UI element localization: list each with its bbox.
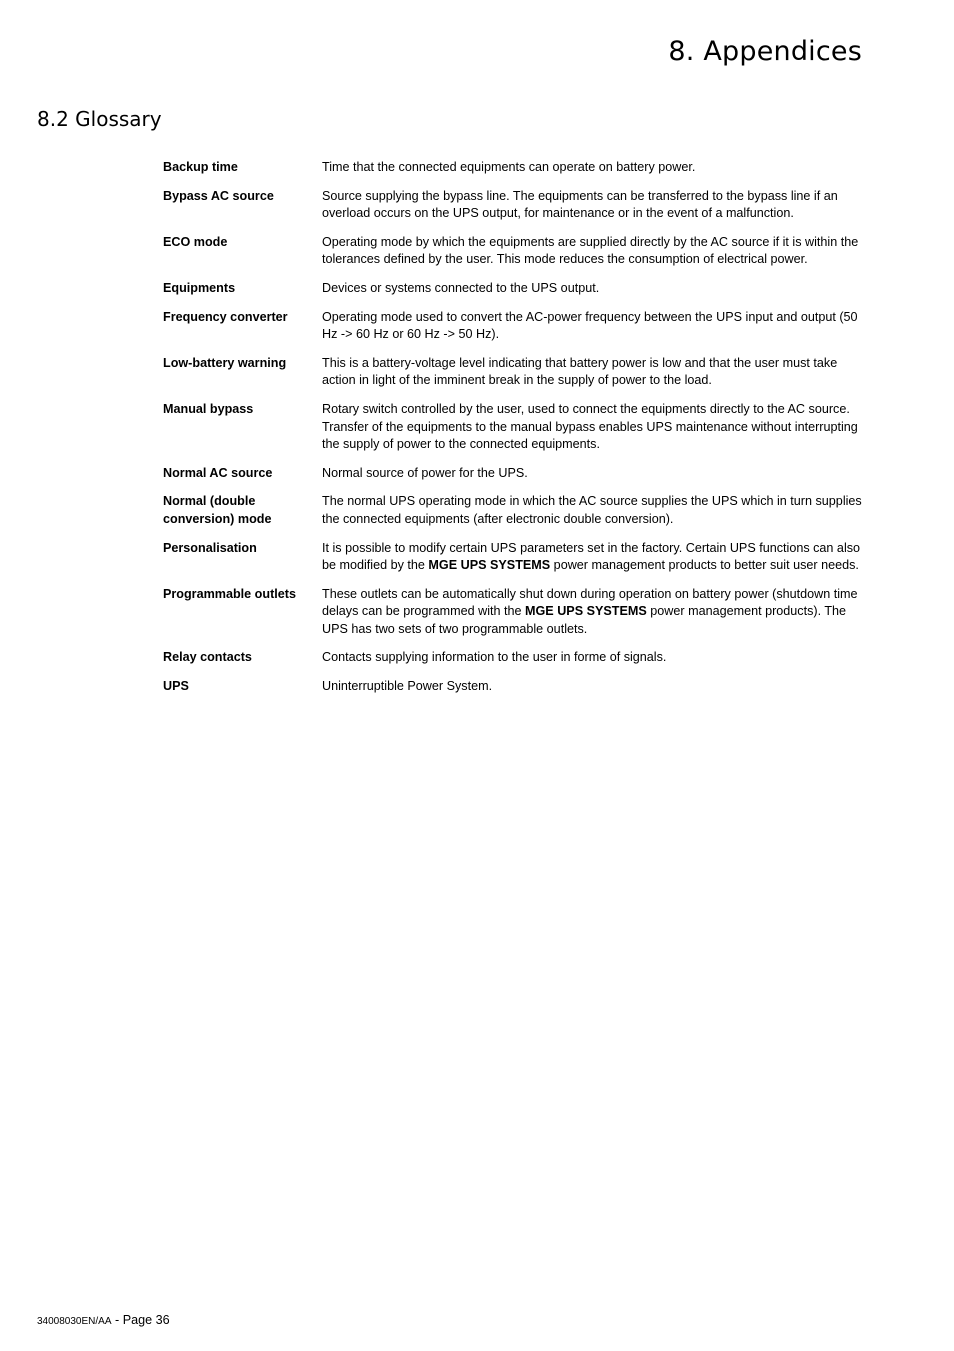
glossary-term: Personalisation — [163, 540, 257, 555]
glossary-term: Equipments — [163, 280, 236, 295]
glossary-definition — [322, 586, 873, 639]
glossary-entry — [163, 649, 873, 667]
glossary-term: Low-battery warning — [163, 355, 287, 370]
glossary-definition — [322, 234, 873, 269]
glossary-entry — [163, 309, 873, 344]
glossary-definition — [322, 355, 873, 390]
glossary-term: ECO mode — [163, 234, 228, 249]
glossary-definition — [322, 309, 873, 344]
brand-name: MGE UPS SYSTEMS — [428, 558, 551, 573]
brand-name: MGE UPS SYSTEMS — [525, 604, 647, 619]
chapter-title: 8. Appendices — [668, 36, 862, 67]
page-number: - Page 36 — [111, 1313, 170, 1327]
glossary-definition — [322, 493, 873, 528]
glossary-list — [163, 159, 873, 707]
definition-text: Contacts supplying information to the user in forme of signals. — [322, 650, 667, 665]
definition-text: The normal UPS operating mode in which the AC source supplies the UPS which in turn supplies the connected equipments (after electronic double conversion). — [322, 494, 862, 526]
glossary-entry — [163, 540, 873, 575]
definition-text: Time that the connected equipments can operate on battery power. — [322, 160, 696, 174]
definition-text: Operating mode used to convert the AC-power frequency between the UPS input and output (50 Hz -> 60 Hz or 60 Hz -> 50 Hz). — [322, 309, 858, 342]
glossary-entry — [163, 493, 873, 528]
glossary-definition — [322, 649, 873, 667]
definition-text: These outlets can be automatically shut down during operation on battery power (shutdown time delays can be programmed with the — [322, 586, 858, 619]
glossary-entry — [163, 678, 873, 696]
definition-text: Operating mode by which the equipments are supplied directly by the AC source if it is within the tolerances defined by the user. This mode reduces the consumption of electrical power. — [322, 234, 859, 267]
glossary-entry — [163, 159, 873, 177]
definition-text: power management products to better suit user needs. — [550, 558, 859, 573]
glossary-definition — [322, 465, 873, 483]
definition-text: Uninterruptible Power System. — [322, 679, 493, 694]
glossary-definition — [322, 188, 873, 223]
glossary-entry — [163, 586, 873, 639]
definition-text: Rotary switch controlled by the user, used to connect the equipments directly to the AC source. Transfer of the equipments to the manual bypass enables UPS maintenance without interrupting the supply of power to the connected equipments. — [322, 401, 858, 452]
glossary-term: Normal (double conversion) mode — [163, 494, 272, 526]
glossary-entry — [163, 280, 873, 298]
glossary-definition — [322, 678, 873, 696]
glossary-term: Bypass AC source — [163, 188, 274, 203]
glossary-definition — [322, 159, 873, 177]
definition-text: It is possible to modify certain UPS parameters set in the factory. Certain UPS functions can also be modified by the — [322, 540, 861, 573]
glossary-definition — [322, 540, 873, 575]
glossary-term: Backup time — [163, 160, 238, 174]
definition-text: Normal source of power for the UPS. — [322, 465, 528, 480]
definition-text: Devices or systems connected to the UPS output. — [322, 280, 600, 295]
definition-text: power management products). The UPS has two sets of two programmable outlets. — [322, 604, 847, 636]
glossary-entry — [163, 401, 873, 454]
glossary-entry — [163, 465, 873, 483]
section-title: 8.2 Glossary — [37, 107, 162, 131]
glossary-entry — [163, 355, 873, 390]
glossary-definition — [322, 401, 873, 454]
glossary-term: UPS — [163, 679, 189, 694]
glossary-entry — [163, 188, 873, 223]
glossary-term: Manual bypass — [163, 401, 254, 416]
glossary-term: Relay contacts — [163, 650, 252, 665]
definition-text: Source supplying the bypass line. The equipments can be transferred to the bypass line if an overload occurs on the UPS output, for maintenance or in the event of a malfunction. — [322, 188, 838, 221]
glossary-term: Normal AC source — [163, 465, 273, 480]
page-footer — [37, 1313, 170, 1327]
glossary-term: Frequency converter — [163, 309, 288, 324]
glossary-entry — [163, 234, 873, 269]
document-code: 34008030EN/AA — [37, 1316, 112, 1327]
glossary-definition — [322, 280, 873, 298]
glossary-term: Programmable outlets — [163, 586, 296, 601]
definition-text: This is a battery-voltage level indicating that battery power is low and that the user must take action in light of the imminent break in the supply of power to the load. — [322, 355, 838, 388]
